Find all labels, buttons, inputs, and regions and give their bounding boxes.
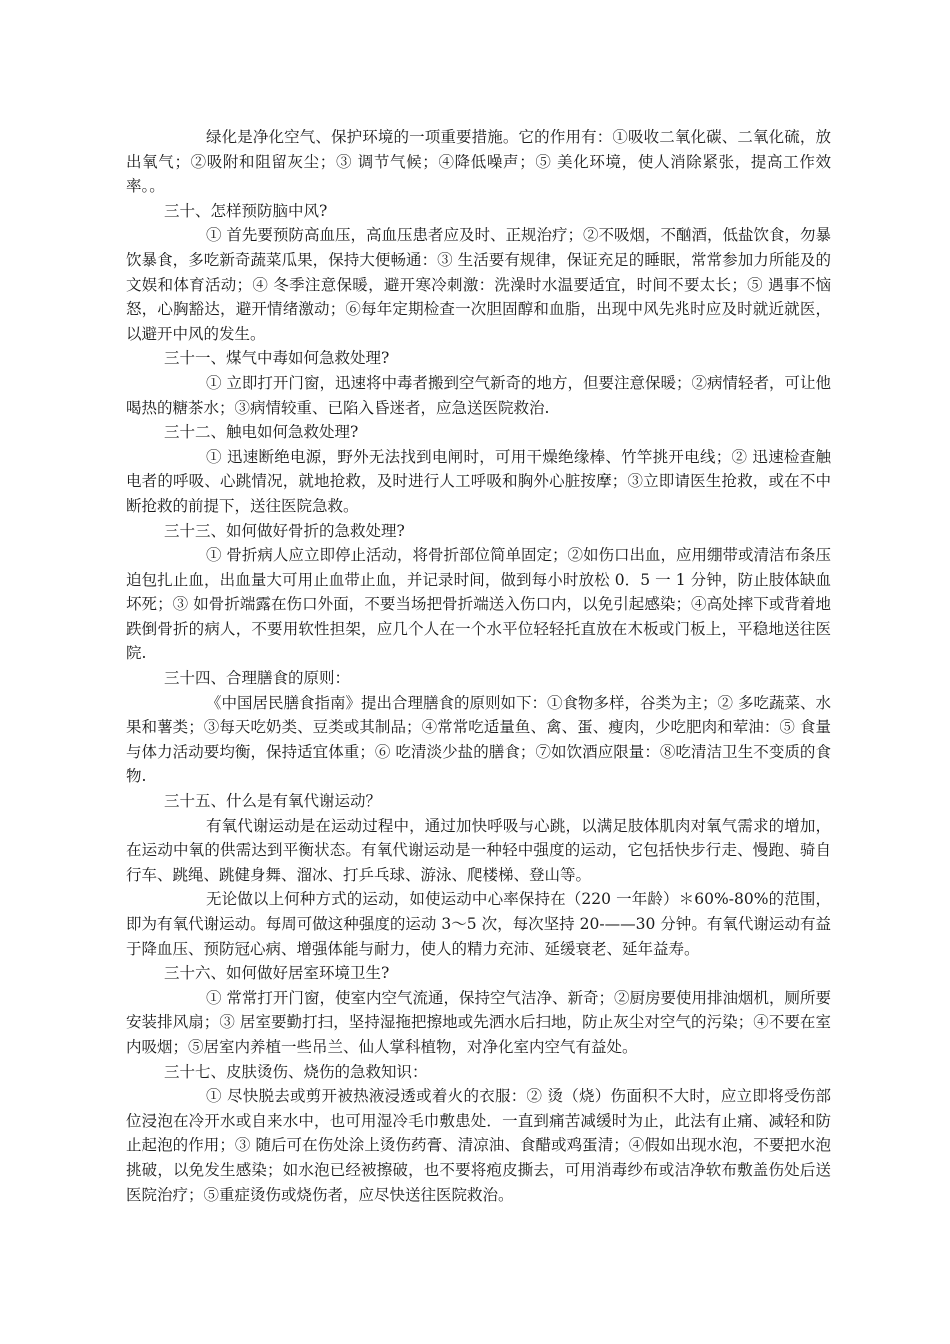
heading-35-aerobic: 三十五、什么是有氧代谢运动？ xyxy=(164,792,382,811)
document-body xyxy=(126,125,831,1207)
heading-33-fracture: 三十三、如何做好骨折的急救处理? xyxy=(164,521,405,540)
paragraph-stroke-prevention: ① 首先要预防高血压，高血压患者应及时、正规治疗；②不吸烟，不酗酒，低盐饮食，勿暴饮暴食，多吃新奇蔬菜瓜果，保持大便畅通：③ 生活要有规律，保证充足的睡眠，常常参加力所能及的文娱和体育活动；④ 冬季注意保暖，避开寒冷刺激：洗澡时水温要适宜，时间不要太长；⑤ 遇事不恼怒，心胸豁达，避开情绪激动；⑥每年定期检查一次胆固醇和血脂，出现中风先兆时应及时就近就医，以避开中风的发生。 xyxy=(126,226,831,343)
heading-36-home-hygiene: 三十六、如何做好居室环境卫生? xyxy=(164,964,390,983)
heading-30-stroke-prevention: 三十、怎样预防脑中风? xyxy=(164,201,328,220)
paragraph-burns: ① 尽快脱去或剪开被热液浸透或着火的衣服：② 烫（烧）伤面积不大时，应立即将受伤部位浸泡在冷开水或自来水中，也可用湿冷毛巾敷患处．一直到痛苦减缓时为止，此法有止痛、减轻和防止起泡的作用；③ 随后可在伤处涂上烫伤药膏、清凉油、食醋或鸡蛋清；④假如出现水泡，不要把水泡挑破，以免发生感染；如水泡已经被擦破，也不要将疱皮撕去，可用消毒纱布或洁净软布敷盖伤处后送医院治疗；⑤重症烫伤或烧伤者，应尽快送往医院救治。 xyxy=(126,1087,831,1204)
heading-31-gas-poisoning: 三十一、煤气中毒如何急救处理? xyxy=(164,349,390,368)
paragraph-gas-poisoning: ① 立即打开门窗，迅速将中毒者搬到空气新奇的地方，但要注意保暖；②病情轻者，可让他喝热的糖茶水；③病情较重、已陷入昏迷者，应急送医院救治. xyxy=(126,373,831,417)
paragraph-greening: 绿化是净化空气、保护环境的一项重要措施。它的作用有：①吸收二氧化碳、二氧化硫，放出氧气；②吸附和阻留灰尘；③ 调节气候；④降低噪声；⑤ 美化环境，使人消除紧张，提高工作效率。。 xyxy=(126,128,831,196)
heading-32-electric-shock: 三十二、触电如何急救处理? xyxy=(164,423,359,442)
paragraph-fracture: ① 骨折病人应立即停止活动，将骨折部位简单固定；②如伤口出血，应用绷带或清洁布条压迫包扎止血，出血量大可用止血带止血，并记录时间，做到每小时放松 0．5 一 1 分钟，防止肢体缺血坏死；③ 如骨折端露在伤口外面，不要当场把骨折端送入伤口内，以免引起感染；④高处摔下或背着地跌倒骨折的病人，不要用软性担架，应几个人在一个水平位轻轻托直放在木板或门板上，平稳地送往医院. xyxy=(126,546,831,663)
heading-34-diet: 三十四、合理膳食的原则： xyxy=(164,669,351,688)
heading-37-burns: 三十七、皮肤烫伤、烧伤的急救知识： xyxy=(164,1062,428,1081)
paragraph-home-hygiene: ① 常常打开门窗，使室内空气流通，保持空气洁净、新奇；②厨房要使用排油烟机，厕所要安装排风扇；③ 居室要勤打扫，坚持湿拖把擦地或先洒水后扫地，防止灰尘对空气的污染；④不要在室内吸烟；⑤居室内养植一些吊兰、仙人掌科植物，对净化室内空气有益处。 xyxy=(126,988,831,1056)
paragraph-electric-shock: ① 迅速断绝电源，野外无法找到电闸时，可用干燥绝缘棒、竹竿挑开电线；② 迅速检查触电者的呼吸、心跳情况，就地抢救，及时进行人工呼吸和胸外心脏按摩；③立即请医生抢救，或在不中断抢救的前提下，送往医院急救。 xyxy=(126,447,831,515)
paragraph-aerobic-definition: 有氧代谢运动是在运动过程中，通过加快呼吸与心跳，以满足肢体肌肉对氧气需求的增加，在运动中氧的供需达到平衡状态。有氧代谢运动是一种轻中强度的运动，它包括快步行走、慢跑、骑自行车、跳绳、跳健身舞、溜冰、打乒乓球、游泳、爬楼梯、登山等。 xyxy=(126,816,831,884)
paragraph-aerobic-intensity: 无论做以上何种方式的运动，如使运动中心率保持在（220 一年龄）＊60%-80%的范围，即为有氧代谢运动。每周可做这种强度的运动 3～5 次，每次坚持 20-——30 分钟。有氧代谢运动有益于降血压、预防冠心病、增强体能与耐力，使人的精力充沛、延缓衰老、延年益寿。 xyxy=(126,890,831,958)
paragraph-diet: 《中国居民膳食指南》提出合理膳食的原则如下：①食物多样，谷类为主；② 多吃蔬菜、水果和薯类；③每天吃奶类、豆类或其制品；④常常吃适量鱼、禽、蛋、瘦肉，少吃肥肉和荤油：⑤ 食量与体力活动要均衡，保持适宜体重；⑥ 吃清淡少盐的膳食；⑦如饮酒应限量：⑧吃清洁卫生不变质的食物. xyxy=(126,693,831,786)
